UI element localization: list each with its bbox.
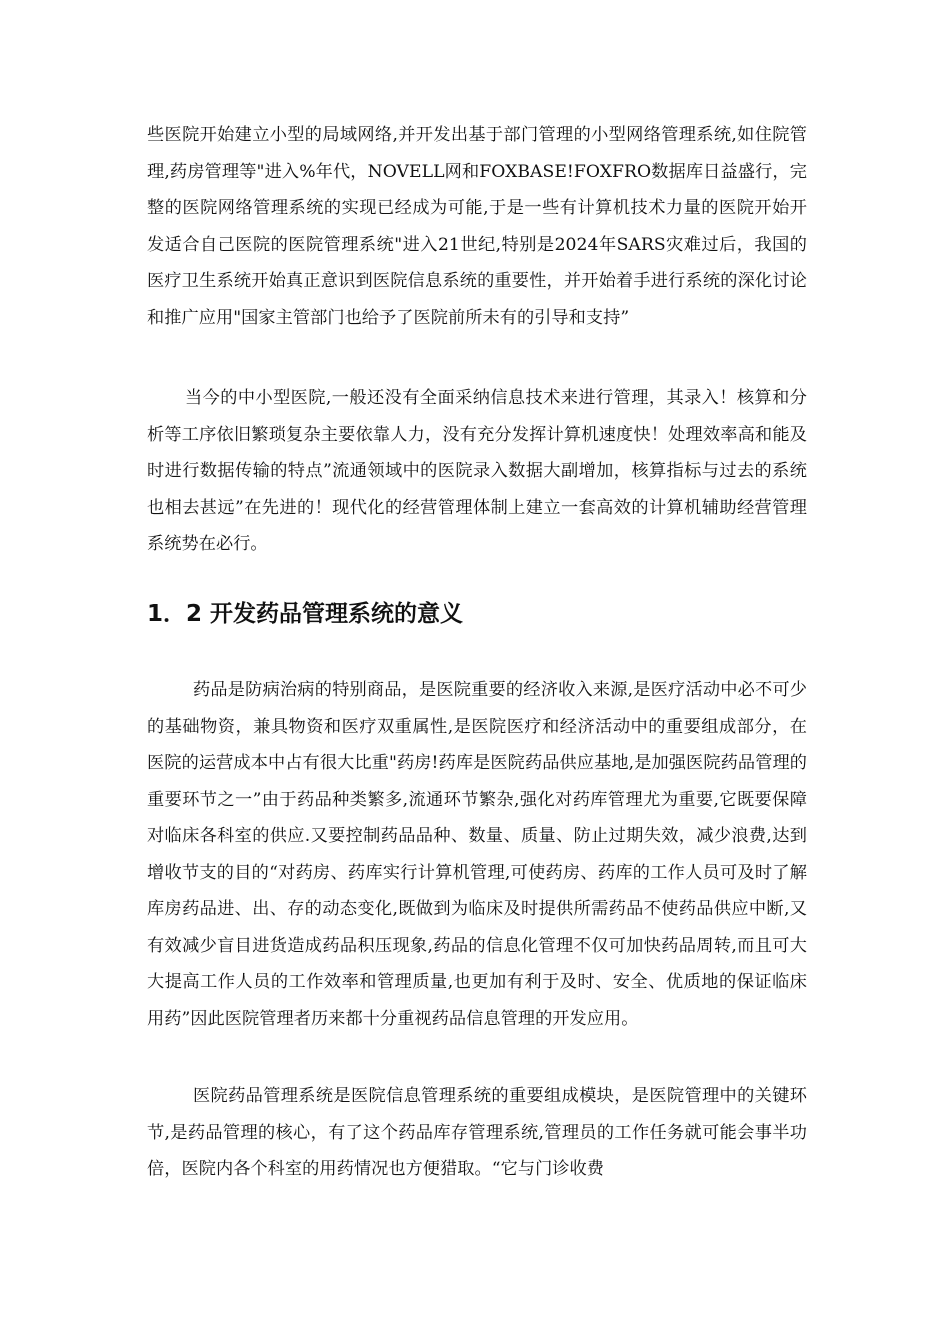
body-paragraph: 些医院开始建立小型的局域网络,并开发出基于部门管理的小型网络管理系统,如住院管理,药房管理等"进入%年代，NOVELL网和FOXBASE!FOXFRO数据库日益盛行，完整的医院网络管理系统的实现已经成为可能,于是一些有计算机技术力量的医院开始开发适合自己医院的医院管理系统"进入21世纪,特别是2024年SARS灾难过后，我国的医疗卫生系统开始真正意识到医院信息系统的重要性，并开始着手进行系统的深化讨论和推广应用"国家主管部门也给予了医院前所未有的引导和支持” [147, 125, 807, 328]
body-paragraph: 当今的中小型医院,一般还没有全面采纳信息技术来进行管理，其录入！核算和分析等工序依旧繁琐复杂主要依靠人力，没有充分发挥计算机速度快！处理效率高和能及时进行数据传输的特点”流通领域中的医院录入数据大副增加，核算指标与过去的系统也相去甚远”在先进的！现代化的经营管理体制上建立一套高效的计算机辅助经营管理系统势在必行。 [147, 388, 807, 554]
section-heading: 1．2 开发药品管理系统的意义 [147, 601, 464, 627]
body-paragraph: 药品是防病治病的特别商品，是医院重要的经济收入来源,是医疗活动中必不可少的基础物资，兼具物资和医疗双重属性,是医院医疗和经济活动中的重要组成部分，在医院的运营成本中占有很大比重"药房!药库是医院药品供应基地,是加强医院药品管理的重要环节之一”由于药品种类繁多,流通环节繁杂,强化对药库管理尤为重要,它既要保障对临床各科室的供应.又要控制药品品种、数量、质量、防止过期失效，减少浪费,达到增收节支的目的“对药房、药库实行计算机管理,可使药房、药库的工作人员可及时了解库房药品进、出、存的动态变化,既做到为临床及时提供所需药品不使药品供应中断,又有效减少盲目进货造成药品积压现象,药品的信息化管理不仅可加快药品周转,而且可大大提高工作人员的工作效率和管理质量,也更加有利于及时、安全、优质地的保证临床用药”因此医院管理者历来都十分重视药品信息管理的开发应用。 [147, 680, 807, 1029]
body-paragraph: 医院药品管理系统是医院信息管理系统的重要组成模块，是医院管理中的关键环节,是药品管理的核心，有了这个药品库存管理系统,管理员的工作任务就可能会事半功倍，医院内各个科室的用药情况也方便猎取。“它与门诊收费 [147, 1086, 807, 1179]
